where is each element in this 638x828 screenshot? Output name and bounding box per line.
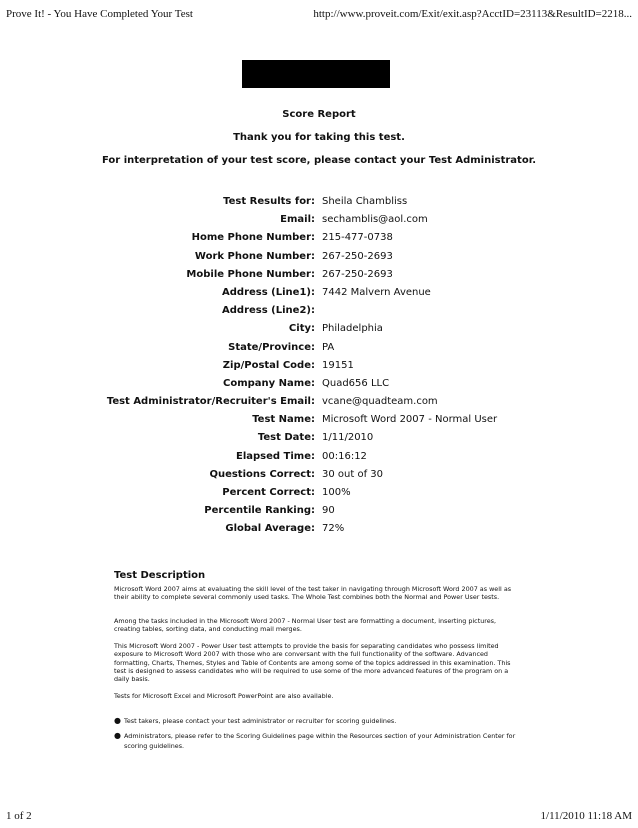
bullet-icon: ● (114, 716, 121, 725)
print-timestamp: 1/11/2010 11:18 AM (540, 810, 632, 822)
result-row-test-date (0, 431, 638, 449)
result-label: Zip/Postal Code: (222, 359, 315, 371)
result-row-percent-correct (0, 486, 638, 504)
result-row-elapsed-time (0, 450, 638, 468)
result-row-questions-correct (0, 468, 638, 486)
result-row-work-phone (0, 250, 638, 268)
description-paragraph: Microsoft Word 2007 aims at evaluating the skill level of the test taker in navigating through Microsoft Word 2007 as well as their ability to complete several commonly used tasks. The Whole Test combines both the Normal and Power User tests. (114, 585, 512, 602)
interpretation-notice: For interpretation of your test score, please contact your Test Administrator. (101, 155, 536, 166)
result-row-name (0, 195, 638, 213)
result-value: vcane@quadteam.com (322, 396, 438, 408)
browser-url[interactable]: http://www.proveit.com/Exit/exit.asp?AcctID=23113&ResultID=2218... (313, 8, 632, 20)
result-value: Sheila Chambliss (322, 196, 408, 207)
result-label: Global Average: (225, 523, 315, 535)
result-value: sechamblis@aol.com (322, 214, 428, 226)
result-value: Microsoft Word 2007 - Normal User (322, 414, 498, 426)
result-row-email (0, 213, 638, 231)
result-label: Test Results for: (223, 196, 315, 207)
thank-you-message: Thank you for taking this test. (233, 132, 405, 143)
result-row-city (0, 322, 638, 340)
result-label: Company Name: (223, 377, 315, 389)
result-value: 267-250-2693 (322, 268, 393, 280)
result-value: 30 out of 30 (322, 468, 384, 480)
result-label: Home Phone Number: (191, 232, 315, 244)
result-value: 1/11/2010 (322, 432, 374, 444)
result-label: Address (Line2): (222, 305, 315, 317)
result-row-state (0, 341, 638, 359)
result-label: City: (288, 323, 315, 335)
result-value: Quad656 LLC (322, 377, 390, 389)
result-row-test-name (0, 413, 638, 431)
result-label: Test Date: (257, 432, 315, 444)
result-label: Email: (280, 214, 315, 226)
result-label: Test Administrator/Recruiter's Email: (106, 396, 315, 408)
result-value: PA (322, 341, 335, 353)
result-value: 72% (322, 523, 345, 535)
result-row-company (0, 377, 638, 395)
result-row-home-phone (0, 231, 638, 249)
result-value: 00:16:12 (322, 450, 367, 462)
result-label: Percent Correct: (222, 487, 315, 498)
result-value: 267-250-2693 (322, 250, 393, 262)
result-row-admin-email (0, 395, 638, 413)
result-value: 100% (322, 487, 351, 498)
page-number: 1 of 2 (6, 810, 32, 822)
result-row-mobile-phone (0, 268, 638, 286)
result-label: State/Province: (228, 341, 315, 353)
result-label: Mobile Phone Number: (186, 268, 315, 280)
result-row-address-line1 (0, 286, 638, 304)
result-label: Percentile Ranking: (204, 505, 315, 517)
result-value: 215-477-0738 (322, 232, 393, 244)
description-paragraph: This Microsoft Word 2007 - Power User test attempts to provide the basis for separating candidates who possess limited exposure to Microsoft Word 2007 with those who are conversant with the full functionality of the software. Advanced formatting, Charts, Themes, Styles and Table of Contents are among some of the topics addressed in this examination. This test is designed to assess candidates who will be required to use some of the more advanced features of the program on a daily basis. (114, 642, 511, 684)
results-table (0, 195, 638, 541)
result-label: Elapsed Time: (236, 450, 315, 462)
result-value: Philadelphia (322, 323, 383, 335)
test-description-heading: Test Description (114, 570, 206, 581)
description-paragraph: Tests for Microsoft Excel and Microsoft PowerPoint are also available. (114, 692, 334, 700)
bullet-text: Test takers, please contact your test administrator or recruiter for scoring guidelines. (124, 717, 397, 725)
result-label: Questions Correct: (209, 468, 315, 480)
redacted-logo (242, 60, 390, 88)
result-label: Work Phone Number: (194, 250, 315, 262)
page-title: Score Report (282, 109, 356, 120)
result-value: 7442 Malvern Avenue (322, 286, 431, 298)
result-label: Address (Line1): (222, 286, 315, 298)
result-row-zip (0, 359, 638, 377)
browser-page-title: Prove It! - You Have Completed Your Test (6, 8, 193, 20)
result-value: 19151 (322, 359, 354, 371)
description-paragraph: Among the tasks included in the Microsoft Word 2007 - Normal User test are formatting a document, inserting pictures, creating tables, sorting data, and conducting mail merges. (114, 617, 497, 634)
result-value: 90 (322, 505, 335, 517)
result-row-percentile (0, 504, 638, 522)
bullet-text: Administrators, please refer to the Scoring Guidelines page within the Resources section of your Administration Center for scoring guidelines. (124, 732, 516, 750)
bullet-icon: ● (114, 731, 121, 740)
result-row-address-line2 (0, 304, 638, 322)
result-label: Test Name: (252, 414, 315, 426)
result-row-global-average (0, 522, 638, 540)
